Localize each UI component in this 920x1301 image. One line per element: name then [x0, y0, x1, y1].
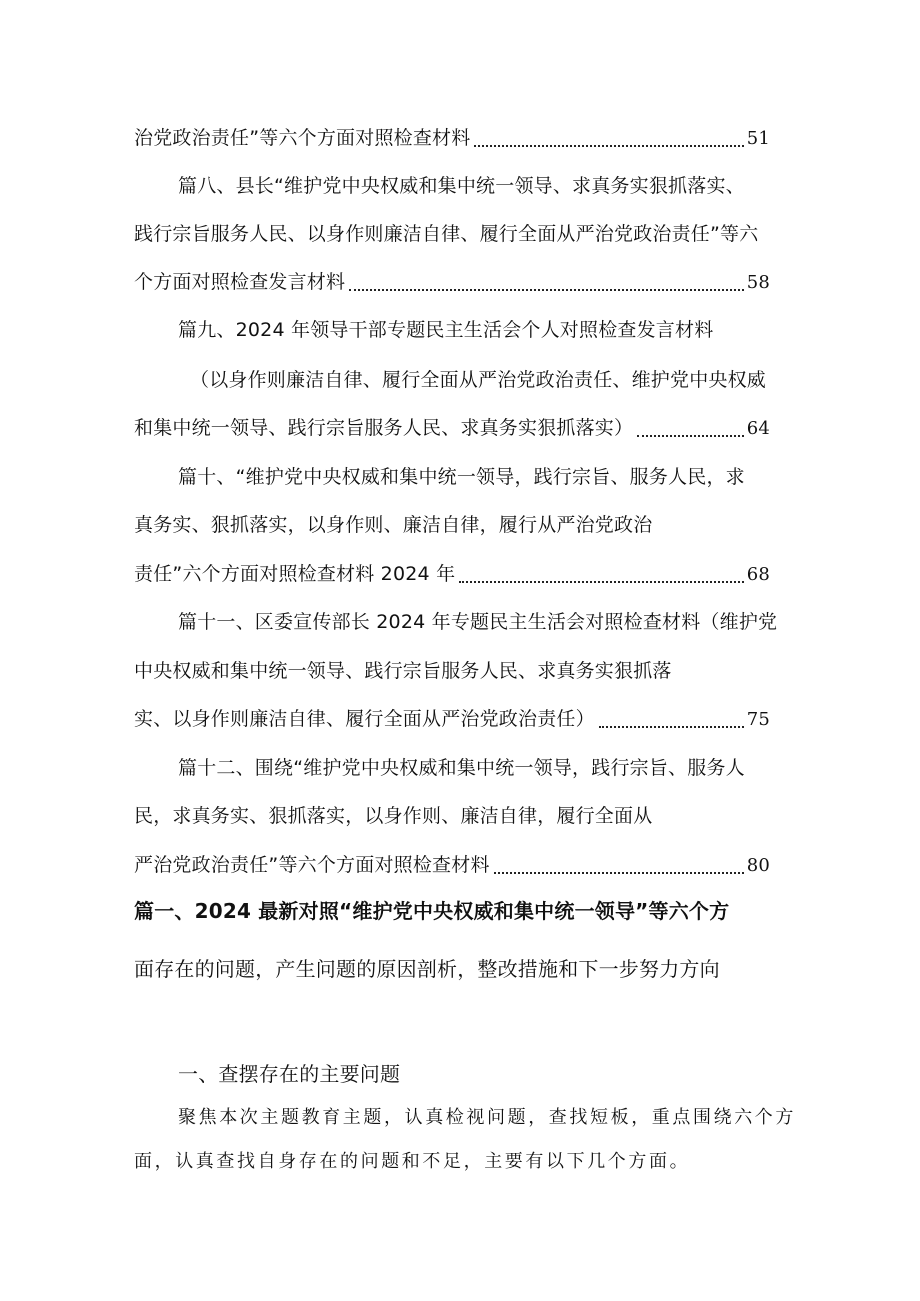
article-title-line1: 篇一、2024 最新对照“维护党中央权威和集中统一领导”等六个方 [134, 899, 730, 923]
toc-entry-10-line2[interactable]: 真务实、狠抓落实，以身作则、廉洁自律，履行从严治党政治 [134, 514, 653, 536]
article-title-line2: 面存在的问题，产生问题的原因剖析，整改措施和下一步努力方向 [134, 957, 720, 981]
toc-leader-dots [599, 726, 744, 728]
toc-page-number: 64 [746, 418, 770, 439]
toc-entry-text: 严治党政治责任”等六个方面对照检查材料 [134, 854, 490, 876]
toc-entry-10-line1[interactable]: 篇十、“维护党中央权威和集中统一领导，践行宗旨、服务人民，求 [178, 466, 745, 488]
toc-entry-11-line1[interactable]: 篇十一、区委宣传部长 2024 年专题民主生活会对照检查材料（维护党 [178, 611, 778, 633]
toc-page-number: 58 [746, 272, 770, 293]
paragraph-line1: 聚焦本次主题教育主题，认真检视问题，查找短板，重点围绕六个方 [178, 1107, 796, 1128]
toc-entry-9-line2[interactable]: （以身作则廉洁自律、履行全面从严治党政治责任、维护党中央权威 [190, 369, 767, 391]
toc-entry-7-tail[interactable] [134, 123, 770, 153]
toc-entry-11-line2[interactable]: 中央权威和集中统一领导、践行宗旨服务人民、求真务实狠抓落 [134, 660, 672, 682]
toc-leader-dots [494, 872, 744, 874]
toc-leader-dots [474, 145, 743, 147]
toc-entry-12-line3[interactable] [134, 850, 770, 880]
toc-entry-text: 和集中统一领导、践行宗旨服务人民、求真务实狠抓落实） [134, 417, 634, 439]
toc-page-number: 80 [746, 855, 770, 876]
toc-entry-10-line3[interactable] [134, 559, 770, 589]
toc-page-number: 68 [746, 564, 770, 585]
toc-leader-dots [349, 289, 743, 291]
toc-entry-12-line2[interactable]: 民，求真务实、狠抓落实，以身作则、廉洁自律，履行全面从 [134, 805, 653, 827]
toc-leader-dots [637, 435, 743, 437]
toc-entry-text: 治党政治责任”等六个方面对照检查材料 [134, 127, 471, 149]
toc-entry-9-line1[interactable]: 篇九、2024 年领导干部专题民主生活会个人对照检查发言材料 [178, 319, 714, 341]
section-heading: 一、查摆存在的主要问题 [178, 1062, 401, 1086]
toc-entry-text: 实、以身作则廉洁自律、履行全面从严治党政治责任） [134, 708, 595, 730]
paragraph-line2: 面，认真查找自身存在的问题和不足，主要有以下几个方面。 [134, 1151, 691, 1172]
toc-entry-12-line1[interactable]: 篇十二、围绕“维护党中央权威和集中统一领导，践行宗旨、服务人 [178, 757, 745, 779]
toc-entry-text: 责任”六个方面对照检查材料 2024 年 [134, 563, 456, 585]
toc-entry-8-line1[interactable]: 篇八、县长“维护党中央权威和集中统一领导、求真务实狠抓落实、 [178, 175, 745, 197]
toc-page-number: 51 [746, 128, 770, 149]
toc-page-number: 75 [746, 709, 770, 730]
toc-entry-9-line3[interactable] [134, 413, 770, 443]
toc-entry-11-line3[interactable] [134, 704, 770, 734]
toc-leader-dots [459, 581, 743, 583]
toc-entry-8-line2[interactable]: 践行宗旨服务人民、以身作则廉洁自律、履行全面从严治党政治责任”等六 [134, 223, 759, 245]
toc-entry-text: 个方面对照检查发言材料 [134, 271, 346, 293]
toc-entry-8-line3[interactable] [134, 267, 770, 297]
